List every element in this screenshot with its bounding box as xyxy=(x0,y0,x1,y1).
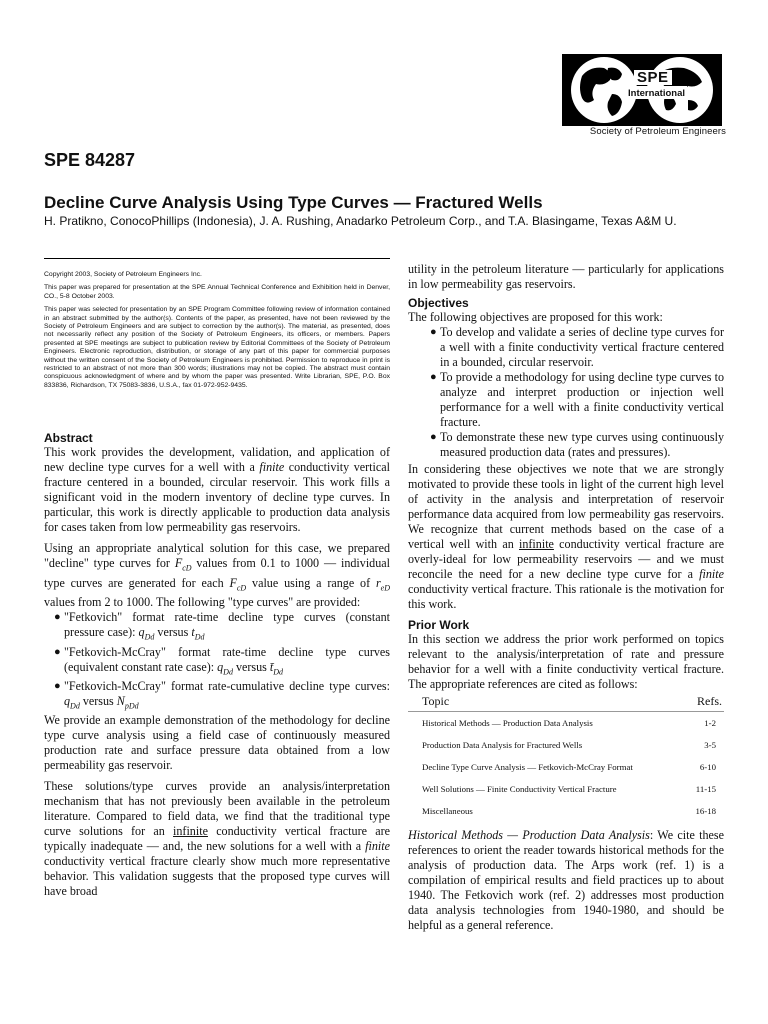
spe-logo xyxy=(546,50,726,134)
prior-work-intro: In this section we address the prior work performed on topics relevant to the analysis/interpretation of rate and pressure behavior for a well with a finite conductivity vertical fracture. The appropriate references are cited as follows: xyxy=(408,632,724,691)
paper-authors: H. Pratikno, ConocoPhillips (Indonesia), J. A. Rushing, Anadarko Petroleum Corp., and T.A. Blasingame, Texas A&M U. xyxy=(44,214,677,228)
abstract-body xyxy=(44,445,390,899)
logo-spe-text: SPE xyxy=(637,69,669,86)
abstract-paragraph: We provide an example demonstration of the methodology for decline type curve analysis using a field case of continuously measured production rate and surface pressure data obtained from a low permeability gas reservoir. xyxy=(44,713,390,773)
list-item: ● "Fetkovich-McCray" format rate-time decline type curves (equivalent constant rate case): $q_{Dd}$ versus $t̄_{Dd}$ xyxy=(54,644,390,676)
list-item: ● To provide a methodology for using decline type curves to analyze and interpret production or injection well performance for a well with a finite conductivity vertical fracture. xyxy=(430,370,724,429)
table-header-row xyxy=(408,694,724,712)
table-row: Miscellaneous 16-18 xyxy=(422,806,716,816)
logo-international-text: International xyxy=(628,88,686,99)
copyright-line: Copyright 2003, Society of Petroleum Engineers Inc. xyxy=(44,271,202,278)
abstract-paragraph: Using an appropriate analytical solution for this case, we prepared "decline" type curves for $F_{cD}$ values from 0.1 to 1000 — individual type curves are generated for each $F_{cD}$ value using a range of $r_{eD}$ values from 2 to 1000. The following "type curves" are provided: xyxy=(44,541,390,610)
table-row: Historical Methods — Production Data Analysis 1-2 xyxy=(422,718,716,728)
copyright-permissions: This paper was selected for presentation by an SPE Program Committee following review of information contained in an abstract submitted by the author(s). Contents of the paper, as presented, have not been reviewed by the Society of Petroleum Engineers and are subject to correction by the author(s). The material, as presented, does not necessarily reflect any position of the Society of Petroleum Engineers, its officers, or members. Papers presented at SPE meetings are subject to publication review by Editorial Committees of the Society of Petroleum Engineers. Electronic reproduction, distribution, or storage of any part of this paper for commercial purposes without the written consent of the Society of Petroleum Engineers is prohibited. Permission to reproduce in print is restricted to an abstract of not more than 300 words; illustrations may not be copied. The abstract must contain conspicuous acknowledgment of where and by whom the paper was presented. Write Librarian, SPE, P.O. Box 833836, Richardson, TX 75083-3836, U.S.A., fax 01-972-952-9435. xyxy=(44,306,390,389)
copyright-presentation: This paper was prepared for presentation at the SPE Annual Technical Conference and Exhibition held in Denver, CO., 5-8 October 2003. xyxy=(44,284,390,300)
historical-methods-paragraph: Historical Methods — Production Data Analysis: We cite these references to orient the reader towards historical methods for the analysis of production data. The Arps work (ref. 1) is a compilation of empirical results and field practices up to about 1940. The Fetkovich work (ref. 2) addresses most production data analysis technologies from 1940-1980, and should be helpful as a general reference. xyxy=(408,828,724,932)
objectives-intro: The following objectives are proposed for this work: xyxy=(408,310,663,324)
list-item: ● To develop and validate a series of decline type curves for a well with a finite conductivity vertical fracture centered in a bounded, circular reservoir. xyxy=(430,325,724,369)
list-item: ● "Fetkovich-McCray" format rate-cumulative decline type curves: $q_{Dd}$ versus $N_{pDd}$ xyxy=(54,678,390,711)
references-table xyxy=(408,694,724,822)
objectives-heading: Objectives xyxy=(408,296,469,310)
right-column xyxy=(408,262,724,939)
list-item: ● To demonstrate these new type curves using continuously measured production data (rates and pressures). xyxy=(430,430,724,459)
considerations-paragraph: In considering these objectives we note that we are strongly motivated to provide these tools in light of the current high level of activity in the analysis and interpretation of reservoir performance data acquired from low permeability gas reservoirs. We recognize that current methods based on the case of a vertical well with an infinite conductivity vertical fracture are overly-ideal for low permeability reservoirs — and we must reconcile the need for a new decline type curve for a finite conductivity vertical fracture. This rationale is the motivation for this work. xyxy=(408,462,724,611)
copyright-notice xyxy=(44,258,390,390)
objectives-list xyxy=(420,325,724,460)
type-curve-list xyxy=(44,610,390,713)
table-header-refs: Refs. xyxy=(674,694,724,712)
abstract-paragraph: These solutions/type curves provide an analysis/interpretation mechanism that has not previously been available in the petroleum literature. Compared to field data, we find that the traditional type curve solutions for an infinite conductivity vertical fracture are typically inadequate — and, the new solutions for a well with a finite conductivity vertical fracture clearly show much more representative behavior. This validation suggests that the proposed type curves will have broad xyxy=(44,779,390,899)
table-header-topic: Topic xyxy=(408,694,674,712)
table-row: Well Solutions — Finite Conductivity Vertical Fracture 11-15 xyxy=(422,784,716,794)
paper-title: Decline Curve Analysis Using Type Curves — Fractured Wells xyxy=(44,193,543,212)
abstract-heading: Abstract xyxy=(44,431,93,446)
prior-work-heading: Prior Work xyxy=(408,618,470,632)
table-row: Production Data Analysis for Fractured Wells 3-5 xyxy=(422,740,716,750)
abstract-paragraph: This work provides the development, validation, and application of new decline type curves for a well with a finite conductivity vertical fracture centered in a bounded, circular reservoir. This work fills a significant void in the modern inventory of decline type curves. In particular, this work is directly applicable to production data analysis for cases taken from low permeability gas reservoirs. xyxy=(44,445,390,535)
paper-number: SPE 84287 xyxy=(44,150,136,170)
continued-paragraph: utility in the petroleum literature — particularly for applications in low permeability gas reservoirs. xyxy=(408,262,724,291)
table-row: Decline Type Curve Analysis — Fetkovich-McCray Format 6-10 xyxy=(422,762,716,772)
list-item: ● "Fetkovich" format rate-time decline type curves (constant pressure case): $q_{Dd}$ versus $t_{Dd}$ xyxy=(54,610,390,642)
left-column xyxy=(44,258,390,905)
society-name: Society of Petroleum Engineers xyxy=(589,126,726,137)
